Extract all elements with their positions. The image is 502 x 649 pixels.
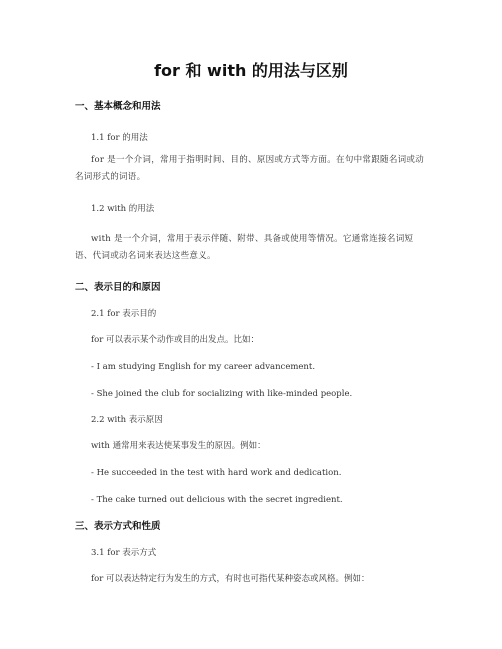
section-heading-2: 二、表示目的和原因 — [75, 282, 161, 293]
paragraph-1-1: for 是一个介词，常用于指明时间、目的、原因或方式等方面。在句中常跟随名词或动名词形式的词语。 — [75, 155, 425, 182]
subheading-1-1: 1.1 for 的用法 — [91, 133, 148, 143]
paragraph-2-1: for 可以表示某个动作或目的出发点。比如： — [91, 335, 260, 345]
example-2-2-1: - He succeeded in the test with hard work and dedication. — [91, 468, 342, 478]
example-2-1-2: - She joined the club for socializing with like-minded people. — [91, 389, 353, 399]
subheading-3-1: 3.1 for 表示方式 — [91, 548, 157, 558]
paragraph-3-1: for 可以表达特定行为发生的方式，有时也可指代某种姿态或风格。例如： — [91, 574, 370, 584]
document-title: for 和 with 的用法与区别 — [154, 61, 348, 80]
subheading-2-1: 2.1 for 表示目的 — [91, 309, 157, 319]
paragraph-2-2: with 通常用来表达使某事发生的原因。例如： — [91, 441, 266, 451]
section-heading-3: 三、表示方式和性质 — [75, 521, 161, 532]
section-heading-1: 一、基本概念和用法 — [75, 101, 161, 112]
example-2-2-2: - The cake turned out delicious with the secret ingredient. — [91, 495, 343, 505]
subheading-1-2: 1.2 with 的用法 — [91, 204, 155, 214]
paragraph-1-2: with 是一个介词，常用于表示伴随、附带、具备或使用等情况。它通常连接名词短语、代词或动名词来表达这些意义。 — [75, 234, 414, 261]
example-2-1-1: - I am studying English for my career advancement. — [91, 362, 316, 372]
subheading-2-2: 2.2 with 表示原因 — [91, 415, 163, 425]
